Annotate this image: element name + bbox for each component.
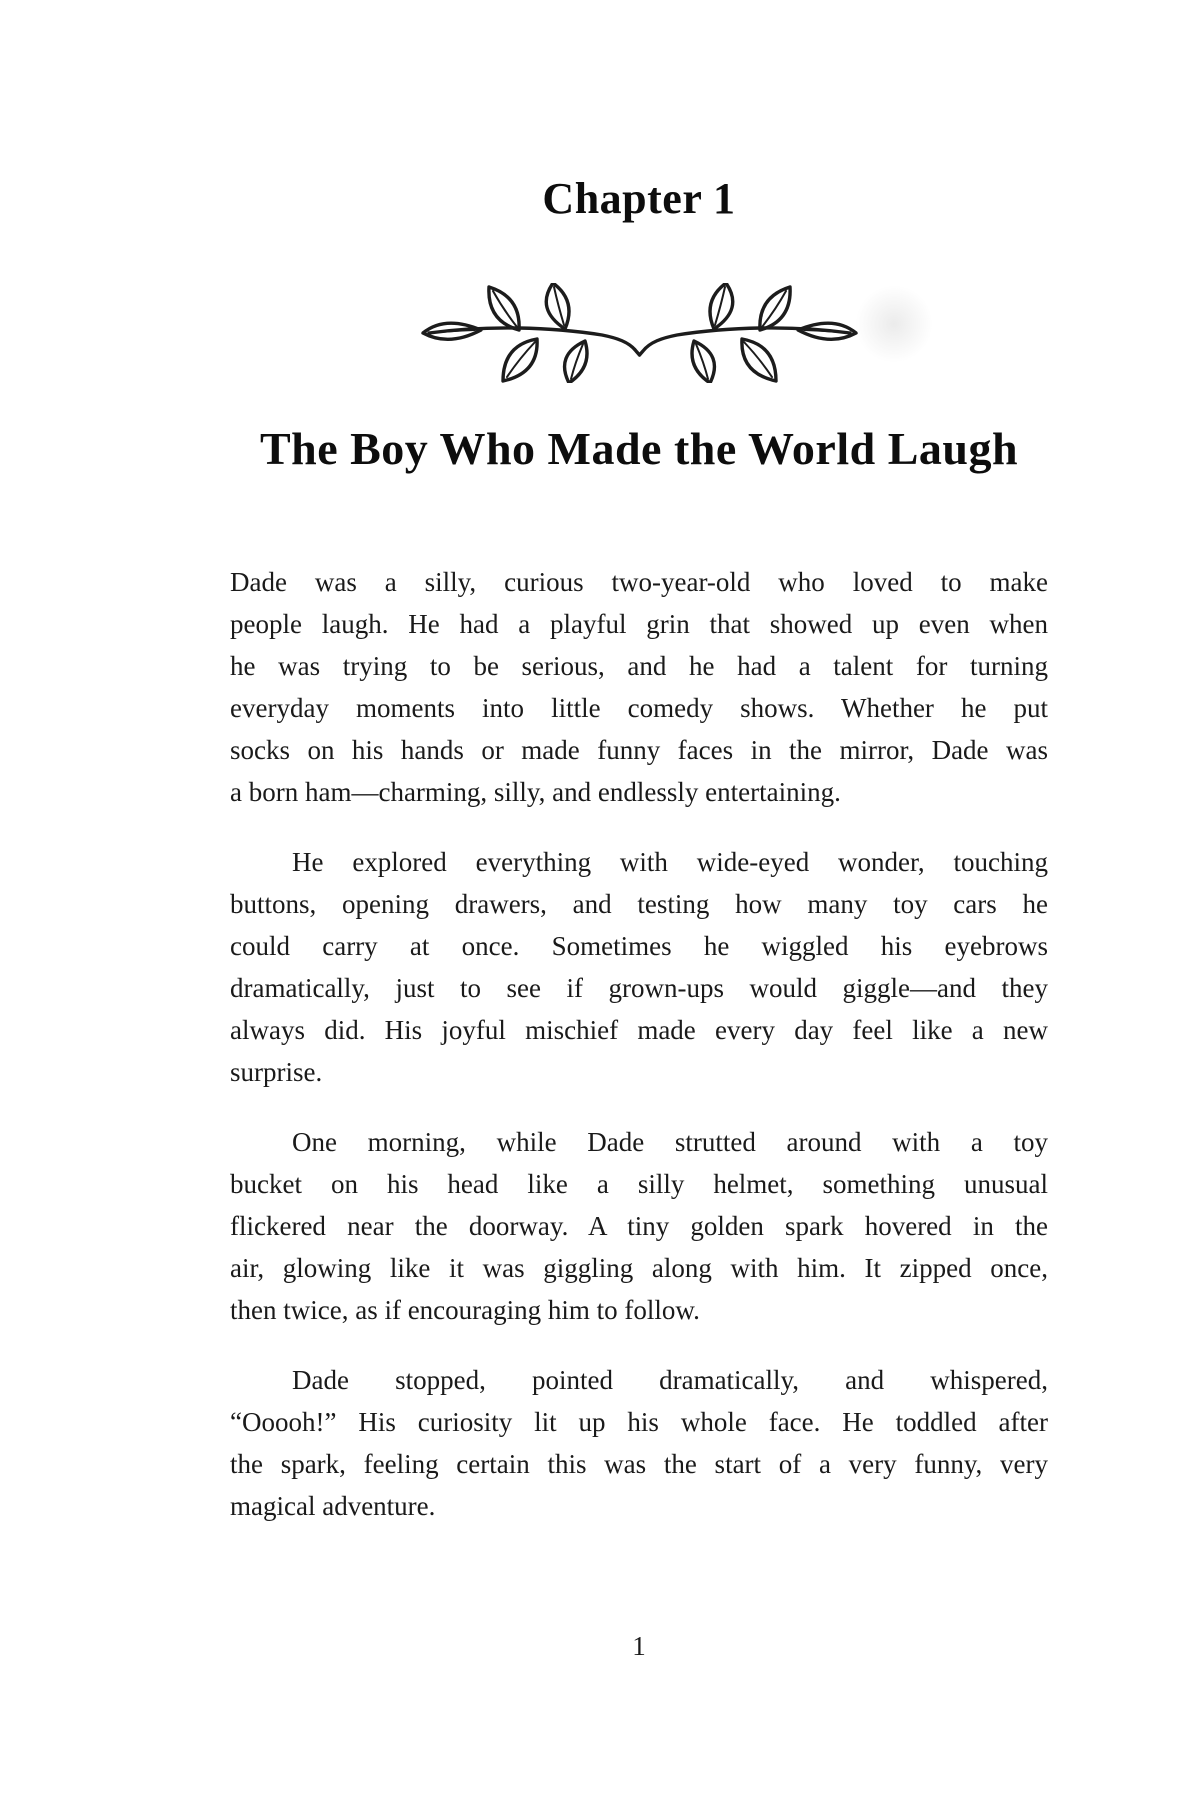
page-number: 1 bbox=[632, 1631, 646, 1661]
text-line: always did. His joyful mischief made every day feel like a new bbox=[230, 1015, 1048, 1045]
text-line: people laugh. He had a playful grin that showed up even when bbox=[230, 609, 1048, 639]
text-line: the spark, feeling certain this was the start of a very funny, very bbox=[230, 1449, 1048, 1479]
text-line: One morning, while Dade strutted around with a toy bbox=[292, 1127, 1048, 1157]
page-content bbox=[230, 0, 1048, 1527]
text-line: then twice, as if encouraging him to follow. bbox=[230, 1295, 700, 1325]
paragraph bbox=[230, 1359, 1048, 1527]
text-line: he was trying to be serious, and he had a talent for turning bbox=[230, 651, 1048, 681]
text-line: magical adventure. bbox=[230, 1491, 436, 1521]
text-line: a born ham—charming, silly, and endlessly entertaining. bbox=[230, 777, 841, 807]
text-line: surprise. bbox=[230, 1057, 323, 1087]
paragraph bbox=[230, 1121, 1048, 1331]
text-line: bucket on his head like a silly helmet, something unusual bbox=[230, 1169, 1048, 1199]
leaf-branches-icon bbox=[417, 283, 862, 383]
text-line: air, glowing like it was giggling along with him. It zipped once, bbox=[230, 1253, 1048, 1283]
text-line: could carry at once. Sometimes he wiggled his eyebrows bbox=[230, 931, 1048, 961]
text-line: “Ooooh!” His curiosity lit up his whole face. He toddled after bbox=[230, 1407, 1048, 1437]
text-line: flickered near the doorway. A tiny golden spark hovered in the bbox=[230, 1211, 1048, 1241]
leaf-divider-ornament bbox=[417, 283, 862, 383]
text-line: buttons, opening drawers, and testing how many toy cars he bbox=[230, 889, 1048, 919]
text-line: Dade was a silly, curious two-year-old who loved to make bbox=[230, 567, 1048, 597]
body-text bbox=[230, 561, 1048, 1527]
text-line: Dade stopped, pointed dramatically, and whispered, bbox=[292, 1365, 1048, 1395]
text-line: socks on his hands or made funny faces in the mirror, Dade was bbox=[230, 735, 1048, 765]
text-line: everyday moments into little comedy shows. Whether he put bbox=[230, 693, 1048, 723]
chapter-heading: Chapter 1 bbox=[542, 174, 736, 223]
chapter-title: The Boy Who Made the World Laugh bbox=[259, 423, 1019, 474]
paragraph bbox=[230, 561, 1048, 813]
paragraph bbox=[230, 841, 1048, 1093]
text-line: dramatically, just to see if grown-ups would giggle—and they bbox=[230, 973, 1048, 1003]
text-line: He explored everything with wide-eyed wonder, touching bbox=[292, 847, 1048, 877]
